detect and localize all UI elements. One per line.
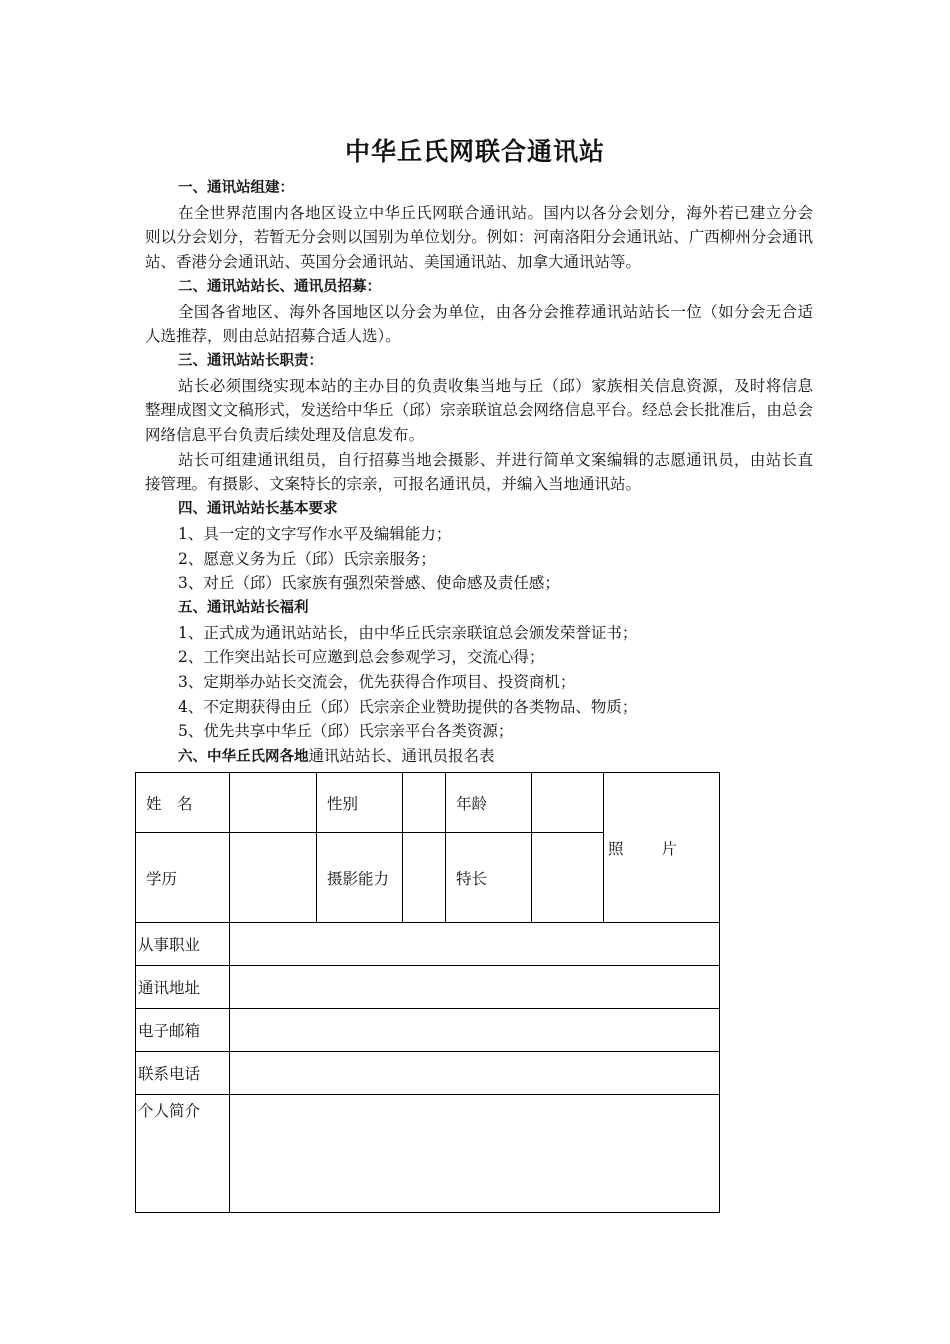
- bio-label: 个人简介: [136, 1095, 230, 1213]
- form-heading: [145, 744, 813, 770]
- section-heading: 五、通讯站站长福利: [178, 599, 309, 616]
- email-label: 电子邮箱: [136, 1009, 230, 1052]
- address-label: 通讯地址: [136, 966, 230, 1009]
- occupation-field[interactable]: [230, 923, 720, 966]
- address-field[interactable]: [230, 966, 720, 1009]
- photography-label: 摄影能力: [317, 833, 403, 923]
- gender-label: 性别: [317, 773, 403, 833]
- paragraph: 全国各省地区、海外各国地区以分会为单位，由各分会推荐通讯站站长一位（如分会无合适人选推荐，则由总站招募合适人选）。: [145, 302, 813, 346]
- age-label: 年龄: [446, 773, 532, 833]
- list-item: 5、优先共享中华丘（邱）氏宗亲平台各类资源；: [178, 722, 514, 741]
- paragraph: 站长可组建通讯组员，自行招募当地会摄影、并进行简单文案编辑的志愿通讯员，由站长直接管理。有摄影、文案特长的宗亲，可报名通讯员，并编入当地通讯站。: [145, 450, 813, 494]
- paragraph: 站长必须围绕实现本站的主办目的负责收集当地与丘（邱）家族相关信息资源，及时将信息整理成图文文稿形式，发送给中华丘（邱）宗亲联谊总会网络信息平台。经总会长批准后，由总会网络信息平台负责后续处理及信息发布。: [145, 376, 813, 445]
- list-item: 3、对丘（邱）氏家族有强烈荣誉感、使命感及责任感；: [178, 574, 560, 593]
- table-row: [136, 923, 720, 966]
- photography-field[interactable]: [403, 833, 446, 923]
- table-row: [136, 1052, 720, 1095]
- paragraph: 在全世界范围内各地区设立中华丘氏网联合通讯站。国内以各分会划分，海外若已建立分会则以分会划分，若暂无分会则以国别为单位划分。例如：河南洛阳分会通讯站、广西柳州分会通讯站、香港分会通讯站、英国分会通讯站、美国通讯站、加拿大通讯站等。: [145, 203, 813, 272]
- phone-label: 联系电话: [136, 1052, 230, 1095]
- table-row: [136, 966, 720, 1009]
- form-heading-bold: 六、中华丘氏网各地: [178, 749, 309, 766]
- table-row: [136, 1095, 720, 1213]
- email-field[interactable]: [230, 1009, 720, 1052]
- list-item: 1、具一定的文字写作水平及编辑能力；: [178, 524, 452, 543]
- education-field[interactable]: [230, 833, 317, 923]
- age-field[interactable]: [532, 773, 604, 833]
- list-item: 1、正式成为通讯站站长，由中华丘氏宗亲联谊总会颁发荣誉证书；: [178, 623, 638, 642]
- page-title: 中华丘氏网联合通讯站: [344, 137, 605, 166]
- list-item: 3、定期举办站长交流会，优先获得合作项目、投资商机；: [178, 673, 576, 692]
- list-item: 2、工作突出站长可应邀到总会参观学习，交流心得；: [178, 648, 545, 667]
- document-body: [145, 176, 813, 770]
- gender-field[interactable]: [403, 773, 446, 833]
- section-heading: 一、通讯站组建：: [178, 180, 294, 196]
- education-label: 学历: [136, 833, 230, 923]
- name-label: 姓 名: [136, 773, 230, 833]
- specialty-label: 特长: [446, 833, 532, 923]
- bio-field[interactable]: [230, 1095, 720, 1213]
- photo-cell[interactable]: [604, 773, 720, 923]
- specialty-field[interactable]: [532, 833, 604, 923]
- section-heading: 四、通讯站站长基本要求: [178, 501, 338, 518]
- name-field[interactable]: [230, 773, 317, 833]
- table-row: [136, 1009, 720, 1052]
- section-heading: 三、通讯站站长职责：: [178, 352, 323, 369]
- table-row: [136, 773, 720, 833]
- section-heading: 二、通讯站站长、通讯员招募：: [178, 278, 381, 295]
- registration-form-table: [135, 772, 720, 1213]
- list-item: 2、愿意义务为丘（邱）氏宗亲服务；: [178, 549, 436, 568]
- form-heading-normal: 通讯站站长、通讯员报名表: [308, 747, 495, 766]
- list-item: 4、不定期获得由丘（邱）氏宗亲企业赞助提供的各类物品、物质；: [178, 697, 638, 716]
- photo-label: 照片: [607, 839, 715, 858]
- phone-field[interactable]: [230, 1052, 720, 1095]
- occupation-label: 从事职业: [136, 923, 230, 966]
